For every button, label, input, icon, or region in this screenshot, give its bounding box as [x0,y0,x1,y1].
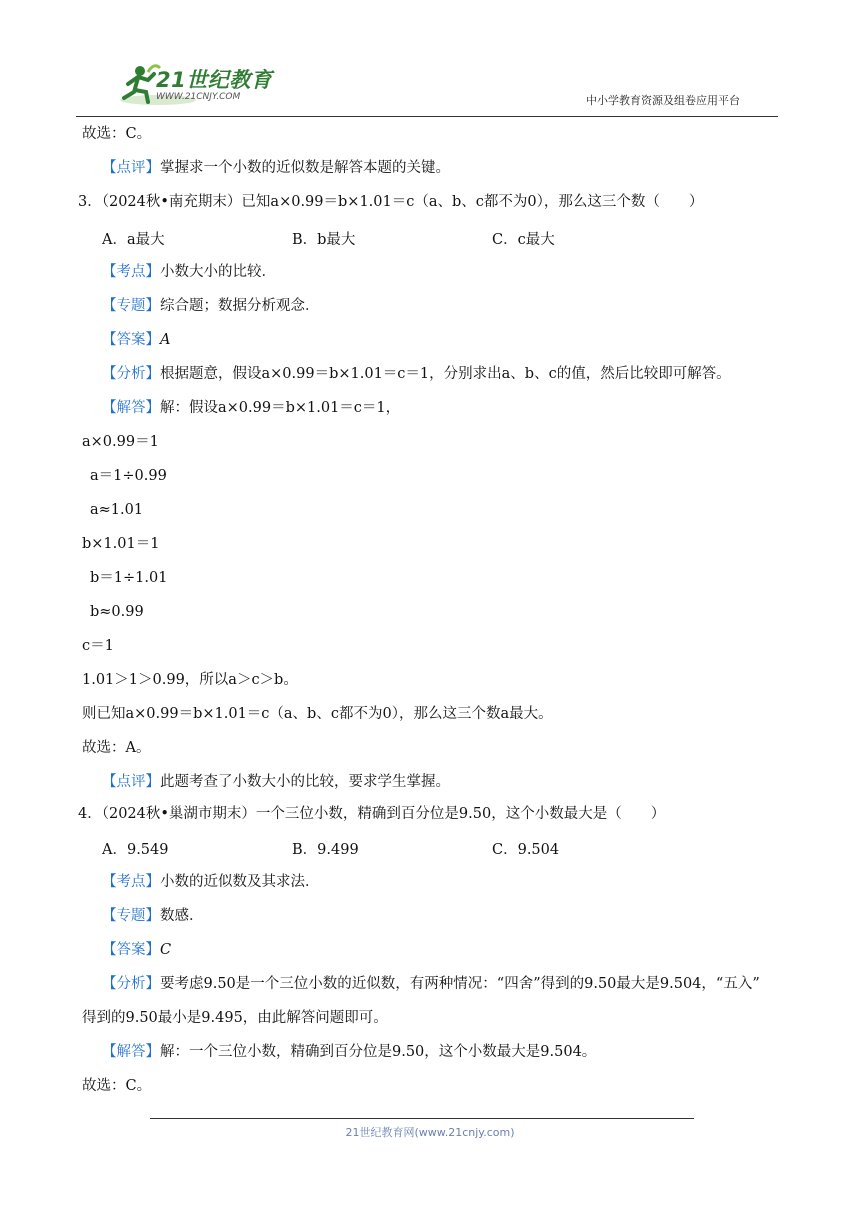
q4-solution: 【解答】解：一个三位小数，精确到百分位是9.50，这个小数最大是9.504。 [102,1044,597,1060]
q3-answer: 【答案】A [102,332,171,348]
logo-url: WWW.21CNJY.COM [156,92,241,102]
q3-analysis: 【分析】根据题意，假设a×0.99＝b×1.01＝c＝1，分别求出a、b、c的值，然后比较即可解答。 [102,366,731,382]
review-tag: 【点评】 [102,160,160,176]
q3-step-2: a＝1÷0.99 [90,468,167,484]
q3-step-1: a×0.99＝1 [82,434,159,450]
q4-zhuanti: 【专题】数感． [102,908,204,924]
page-header [0,0,860,120]
q2-review: 【点评】掌握求一个小数的近似数是解答本题的关键。 [102,160,450,176]
q3-option-a: A．a最大 [102,232,165,248]
q4-option-a: A．9.549 [102,842,169,858]
q4-stem: 4．（2024秋•巢湖市期末）一个三位小数，精确到百分位是9.50，这个小数最大是（ ） [78,806,666,822]
q3-step-7: c＝1 [82,638,114,654]
q3-zhuanti: 【专题】综合题；数据分析观念． [102,298,320,314]
q4-analysis: 【分析】要考虑9.50是一个三位小数的近似数，有两种情况：“四舍”得到的9.50最大是9.504，“五入” [102,976,760,992]
q3-solution: 【解答】解：假设a×0.99＝b×1.01＝c＝1， [102,400,401,416]
q3-kaodian: 【考点】小数大小的比较． [102,264,276,280]
q4-kaodian: 【考点】小数的近似数及其求法． [102,874,320,890]
q3-step-8: 1.01＞1＞0.99，所以a＞c＞b。 [82,672,298,688]
q3-stem: 3．（2024秋•南充期末）已知a×0.99＝b×1.01＝c（a、b、c都不为0），那么这三个数（ ） [78,194,704,210]
q4-answer: 【答案】C [102,942,172,958]
q3-option-c: C．c最大 [492,232,555,248]
footer-text: 21世纪教育网(www.21cnjy.com) [345,1126,515,1139]
header-divider [76,116,778,117]
q4-analysis-cont: 得到的9.50最小是9.495，由此解答问题即可。 [82,1010,388,1026]
q4-choice: 故选：C。 [82,1078,152,1094]
platform-name: 中小学教育资源及组卷应用平台 [586,94,740,107]
q4-option-b: B．9.499 [292,842,359,858]
footer-divider [150,1118,694,1119]
q3-step-4: b×1.01＝1 [82,536,160,552]
logo-text: 21世纪教育 [156,68,273,92]
q3-step-3: a≈1.01 [90,502,144,518]
q3-step-9: 则已知a×0.99＝b×1.01＝c（a、b、c都不为0），那么这三个数a最大。 [82,706,553,722]
q3-review: 【点评】此题考查了小数大小的比较，要求学生掌握。 [102,774,450,790]
q4-option-c: C．9.504 [492,842,560,858]
q3-option-b: B．b最大 [292,232,356,248]
q3-choice: 故选：A。 [82,740,151,756]
q3-step-5: b＝1÷1.01 [90,570,168,586]
q2-choice: 故选：C。 [82,126,152,142]
q3-step-6: b≈0.99 [90,604,144,620]
